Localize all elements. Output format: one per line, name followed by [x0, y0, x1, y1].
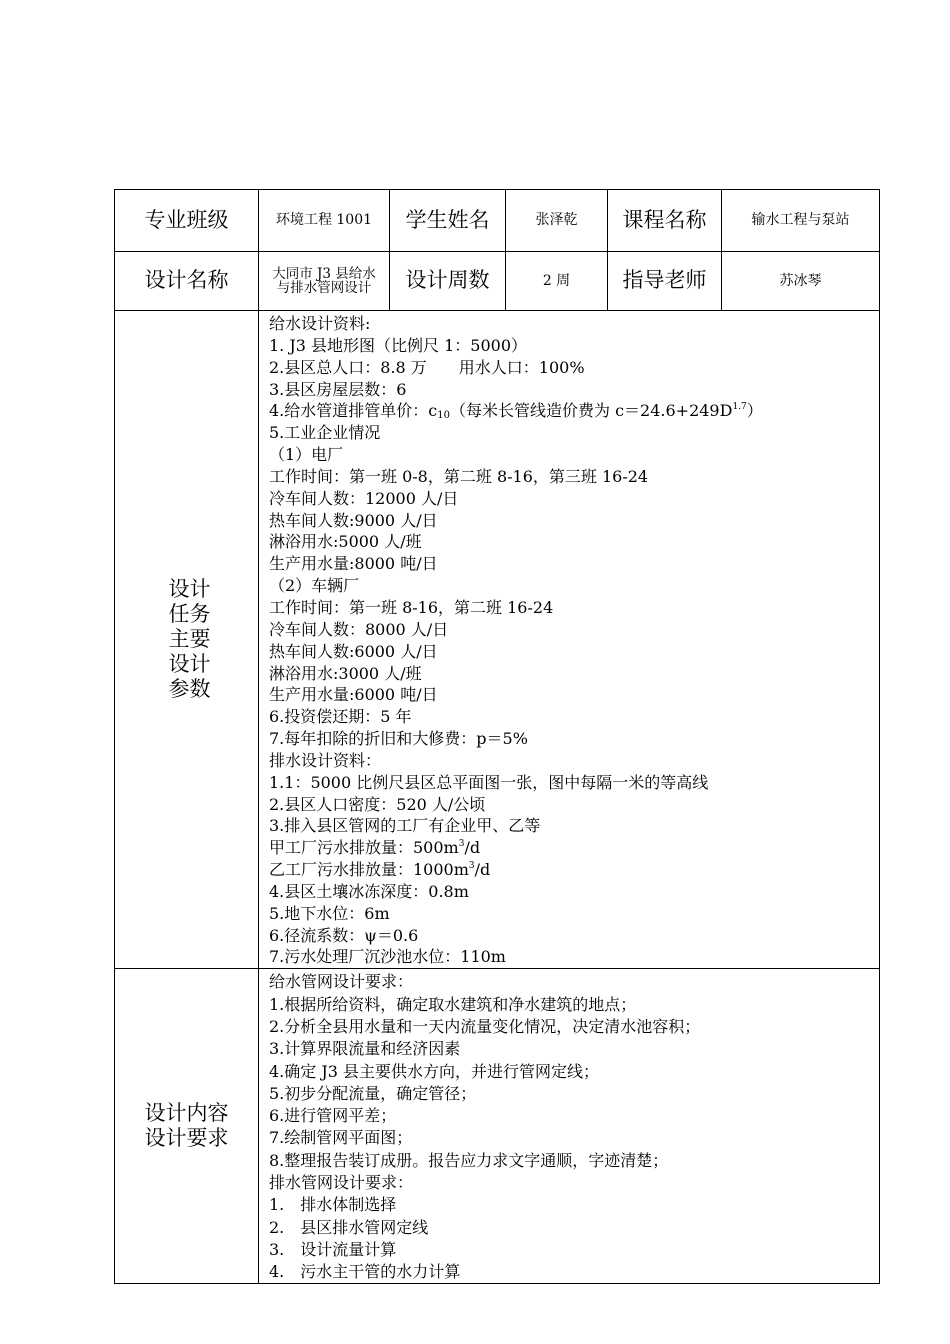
content-requirements-text [259, 969, 880, 1284]
task-side-line: 参数 [168, 677, 211, 702]
content-line: 3. 设计流量计算 [269, 1239, 397, 1259]
content-line: 排水管网设计要求： [269, 1172, 414, 1192]
task-side-line: 任务 [168, 601, 211, 626]
content-line: 给水管网设计要求： [269, 972, 414, 992]
task-line-pipe-price: 4.给水管道排管单价：$c_{10}$（每米长管线造价费为 $c=24.6+249D^{1.7}$） [269, 401, 763, 422]
task-line: （2）车辆厂 [269, 576, 360, 596]
task-line: 5.地下水位：6m [269, 903, 390, 923]
task-line: 4.县区土壤冰冻深度：0.8m [269, 881, 469, 901]
content-side-line: 设计要求 [144, 1126, 229, 1151]
task-line: 7.污水处理厂沉沙池水位：110m [269, 947, 506, 967]
content-side-line: 设计内容 [144, 1101, 229, 1126]
task-side-line: 设计 [168, 652, 211, 677]
task-line: 生产用水量:8000 吨/日 [269, 554, 438, 574]
content-line: 2. 县区排水管网定线 [269, 1217, 429, 1237]
content-side-label [115, 969, 259, 1284]
task-line: 冷车间人数：8000 人/日 [269, 619, 449, 639]
task-parameters-row [115, 311, 880, 969]
task-side-label [115, 311, 259, 969]
design-name-value: 大同市 J3 县给水与排水管网设计 [272, 265, 376, 296]
content-requirements-row [115, 969, 880, 1284]
design-weeks-value: 2 周 [506, 252, 608, 311]
course-name-value: 输水工程与泵站 [722, 190, 880, 252]
task-line: 1.1：5000 比例尺县区总平面图一张，图中每隔一米的等高线 [269, 772, 709, 792]
task-line: 3.县区房屋层数：6 [269, 379, 407, 399]
design-weeks-label: 设计周数 [390, 252, 506, 311]
task-line: 排水设计资料： [269, 750, 382, 770]
task-line-volume-b: 乙工厂污水排放量：$1000m^3/d$ [269, 860, 491, 880]
advisor-label: 指导老师 [608, 252, 722, 311]
design-task-table [114, 189, 880, 1284]
task-line: 淋浴用水:5000 人/班 [269, 532, 422, 552]
content-line: 1.根据所给资料，确定取水建筑和净水建筑的地点； [269, 994, 637, 1014]
content-line: 7.绘制管网平面图； [269, 1128, 413, 1148]
task-line: 5.工业企业情况 [269, 423, 381, 443]
task-line: 6.径流系数：ψ＝0.6 [269, 925, 419, 945]
task-line: 给水设计资料: [269, 314, 371, 333]
content-line: 4.确定 J3 县主要供水方向，并进行管网定线； [269, 1061, 600, 1081]
content-line: 6.进行管网平差； [269, 1106, 397, 1126]
header-row-2 [115, 252, 880, 311]
content-line: 8.整理报告装订成册。报告应力求文字通顺，字迹清楚； [269, 1150, 669, 1170]
task-side-line: 主要 [168, 627, 211, 652]
task-line: 工作时间：第一班 8-16，第二班 16-24 [269, 597, 554, 617]
student-name-label: 学生姓名 [390, 190, 506, 252]
student-name-value: 张泽乾 [506, 190, 608, 252]
task-line: 生产用水量:6000 吨/日 [269, 685, 438, 705]
content-line: 5.初步分配流量，确定管径； [269, 1083, 477, 1103]
task-line: （1）电厂 [269, 445, 344, 465]
major-class-value: 环境工程 1001 [259, 190, 390, 252]
price-exponent: 1.7 [732, 402, 747, 413]
major-class-label: 专业班级 [115, 190, 259, 252]
task-line-volume-a: 甲工厂污水排放量：$500m^3/d$ [269, 838, 481, 858]
task-line: 热车间人数:6000 人/日 [269, 641, 438, 661]
content-line: 1. 排水体制选择 [269, 1195, 397, 1215]
content-line: 3.计算界限流量和经济因素 [269, 1039, 461, 1059]
course-name-label: 课程名称 [608, 190, 722, 252]
task-line: 2.县区人口密度：520 人/公顷 [269, 794, 486, 814]
task-parameters-text [259, 311, 880, 969]
content-line: 2.分析全县用水量和一天内流量变化情况，决定清水池容积； [269, 1016, 701, 1036]
task-side-line: 设计 [168, 576, 211, 601]
header-row-1 [115, 190, 880, 252]
task-line: 淋浴用水:3000 人/班 [269, 663, 422, 683]
task-line: 2.县区总人口：8.8 万 用水人口：100% [269, 357, 585, 377]
task-line: 1. J3 县地形图（比例尺 1：5000） [269, 335, 528, 355]
task-line: 热车间人数:9000 人/日 [269, 510, 438, 530]
price-c-subscript: 10 [437, 410, 450, 422]
task-line: 7.每年扣除的折旧和大修费：p＝5% [269, 729, 528, 749]
price-formula: （每米长管线造价费为 c＝24.6+249D [449, 401, 733, 421]
advisor-value: 苏冰琴 [722, 252, 880, 311]
price-c: c [428, 401, 438, 421]
task-line: 6.投资偿还期：5 年 [269, 707, 412, 727]
task-line: 3.排入县区管网的工厂有企业甲、乙等 [269, 816, 541, 836]
task-line: 冷车间人数：12000 人/日 [269, 488, 459, 508]
task-line: 工作时间：第一班 0-8，第二班 8-16，第三班 16-24 [269, 466, 649, 486]
content-line: 4. 污水主干管的水力计算 [269, 1262, 461, 1282]
design-name-label: 设计名称 [115, 252, 259, 311]
